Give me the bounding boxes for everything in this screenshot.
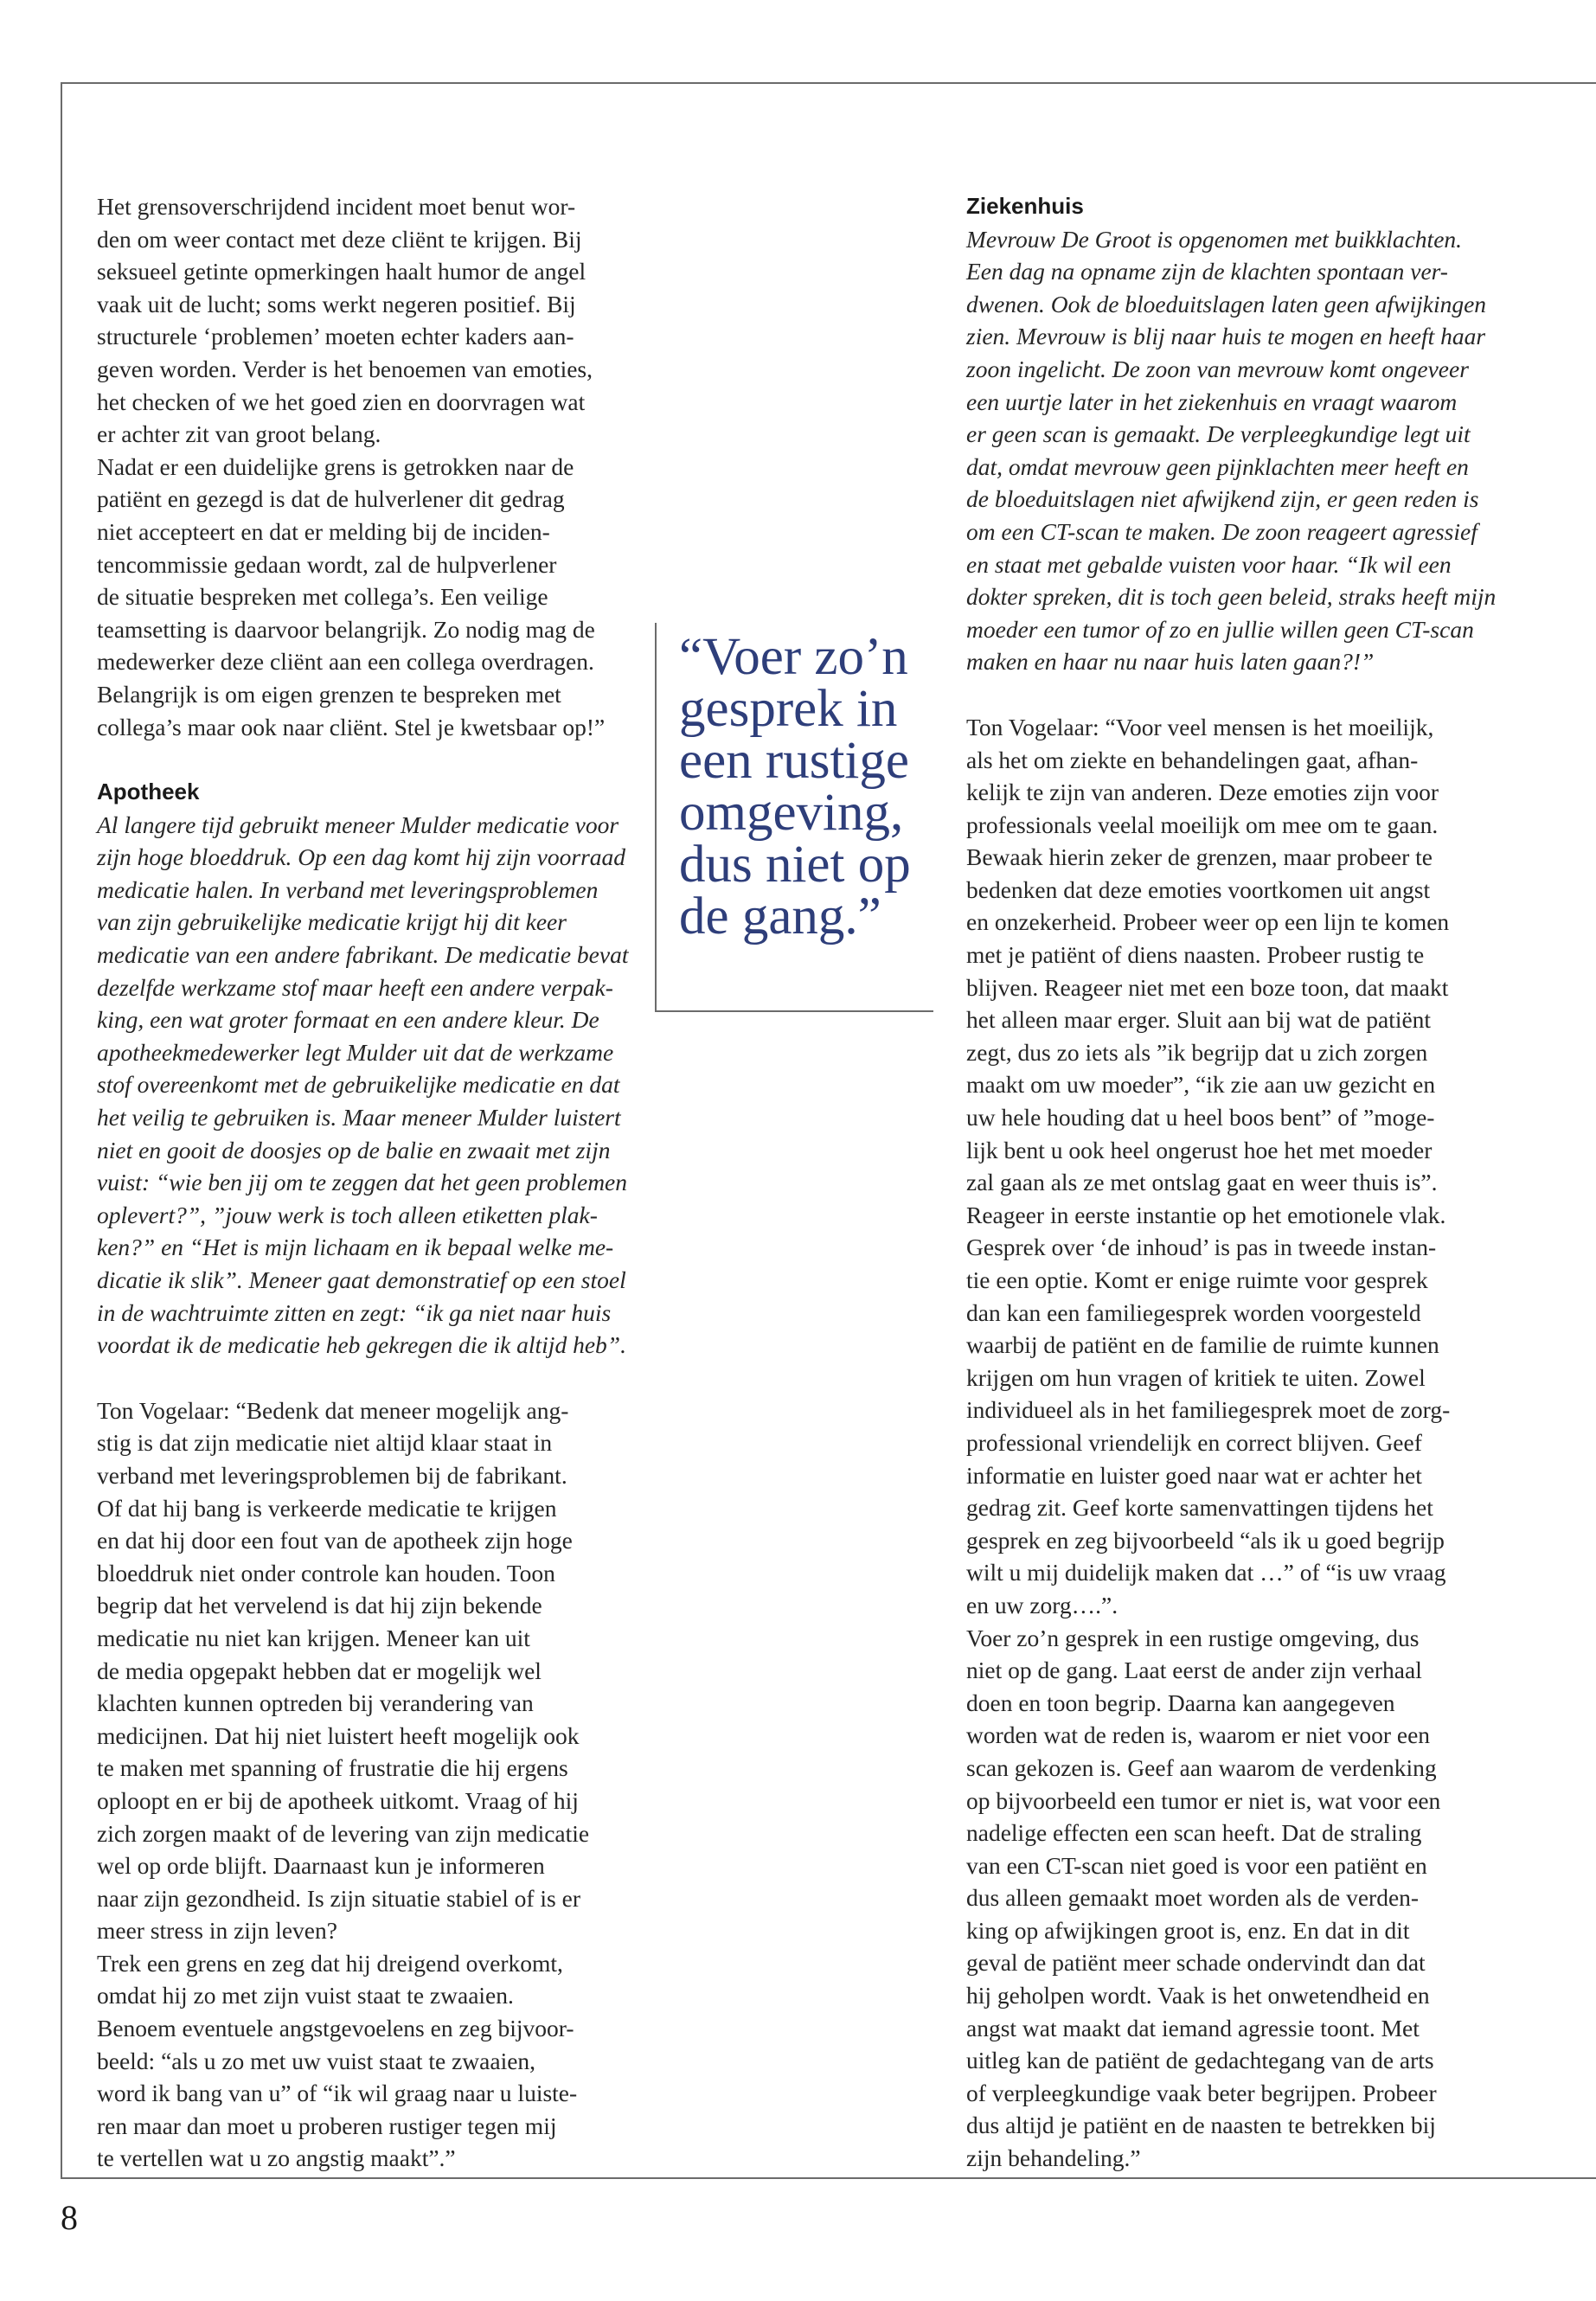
page-number: 8 [61,2198,78,2237]
ziekenhuis-advice-paragraph-1: Ton Vogelaar: “Voor veel mensen is het moeilijk, als het om ziekte en behandelingen gaat, afhan- kelijk te zijn van anderen. Deze emoties zijn voor professionals veelal moeilijk om mee om te gaan. Bewaak hierin zeker de grenzen, maar probeer te bedenken dat deze emoties voortkomen uit angst en onzekerheid. Probeer weer op een lijn te komen met je patiënt of diens naasten. Probeer rustig te blijven. Reageer niet met een boze toon, dat maakt het alleen maar erger. Sluit aan bij wat de patiënt zegt, dus zo iets als ”ik begrijp dat u zich zorgen maakt om uw moeder”, “ik zie aan uw gezicht en uw hele houding dat u heel boos bent” of ”moge- lijk bent u ook heel ongerust hoe het met moeder zal gaan als ze met ontslag gaat en weer thuis is”. Reageer in eerste instantie op het emotionele vlak. Gesprek over ‘de inhoud’ is pas in tweede instan- tie een optie. Komt er enige ruimte voor gesprek dan kan een familiegesprek worden voorgesteld waarbij de patiënt en de familie de ruimte kunnen krijgen om hun vragen of kritiek te uiten. Zowel individueel als in het familiegesprek moet de zorg- professional vriendelijk en correct blijven. Geef informatie en luister goed naar wat er achter het gedrag zit. Geef korte samenvattingen tijdens het gesprek en zeg bijvoorbeeld “als ik u goed begrijp wilt u mij duidelijk maken dat …” of “is uw vraag en uw zorg….”. [966,713,1451,1618]
section-gap [97,1362,633,1394]
frame-left-rule [61,82,62,2177]
frame-top-rule [61,82,1596,84]
apotheek-advice-paragraph-1: Ton Vogelaar: “Bedenk dat meneer mogelijk ang- stig is dat zijn medicatie niet altijd klaar staat in verband met leveringsproblemen bij de fabrikant. Of dat hij bang is verkeerde medicatie te krijgen en dat hij door een fout van de apotheek zijn hoge bloeddruk niet onder controle kan houden. Toon begrip dat het vervelend is dat hij zijn bekende medicatie nu niet kan krijgen. Meneer kan uit de media opgepakt hebben dat er mogelijk wel klachten kunnen optreden bij verandering van medicijnen. Dat hij niet luistert heeft mogelijk ook te maken met spanning of frustratie die hij ergens oploopt en er bij de apotheek uitkomt. Vraag of hij zich zorgen maakt of de levering van zijn medicatie wel op orde blijft. Daarnaast kun je informeren naar zijn gezondheid. Is zijn situatie stabiel of is er meer stress in zijn leven? [97,1396,590,1945]
apotheek-advice-paragraph-2: Trek een grens en zeg dat hij dreigend overkomt, omdat hij zo met zijn vuist staat te zwaaien. Benoem eventuele angstgevoelens en zeg bijvoor- beeld: “als u zo met uw vuist staat te zwaaien, word ik bang van u” of “ik wil graag naar u luiste- ren maar dan moet u proberen rustiger tegen mij te vertellen wat u zo angstig maakt”.” [97,1949,578,2172]
intro-paragraph-1: Het grensoverschrijdend incident moet benut wor- den om weer contact met deze cliënt te krijgen. Bij seksueel getinte opmerkingen haalt humor de angel vaak uit de lucht; soms werkt negeren positief. Bij structurele ‘problemen’ moeten echter kaders aan- geven worden. Verder is het benoemen van emoties, het checken of we het goed zien en doorvragen wat er achter zit van groot belang. [97,193,593,448]
ziekenhuis-advice-paragraph-2: Voer zo’n gesprek in een rustige omgeving, dus niet op de gang. Laat eerst de ander zijn verhaal doen en toon begrip. Daarna kan aangegeven worden wat de reden is, waarom er niet voor een scan gekozen is. Geef aan waarom de verdenking op bijvoorbeeld een tumor er niet is, wat voor een nadelige effecten een scan heeft. Dat de straling van een CT-scan niet goed is voor een patiënt en dus alleen gemaakt moet worden als de verden- king op afwijkingen groot is, enz. En dat in dit geval de patiënt meer schade ondervindt dan dat hij geholpen wordt. Vaak is het onwetendheid en angst wat maakt dat iemand agressie toont. Met uitleg kan de patiënt de gedachtegang van de arts of verpleegkundige vaak beter begrijpen. Probeer dus altijd je patiënt en de naasten te betrekken bij zijn behandeling.” [966,1624,1441,2172]
apotheek-case-text: Al langere tijd gebruikt meneer Mulder medicatie voor zijn hoge bloeddruk. Op een dag komt hij zijn voorraad medicatie halen. In verband met leveringsproblemen van zijn gebruikelijke medicatie krijgt hij dit keer medicatie van een andere fabrikant. De medicatie bevat dezelfde werkzame stof maar heeft een andere verpak- king, een wat groter formaat en een andere kleur. De apotheekmedewerker legt Mulder uit dat de werkzame stof overeenkomt met de gebruikelijke medicatie en dat het veilig te gebruiken is. Maar meneer Mulder luistert niet en gooit de doosjes op de balie en zwaait met zijn vuist: “wie ben jij om te zeggen dat het geen problemen oplevert?”, ”jouw werk is toch alleen etiketten plak- ken?” en “Het is mijn lichaam en ik bepaal welke me- dicatie ik slik”. Meneer gaat demonstratief op een stoel in de wachtruimte zitten en zegt: “ik ga niet naar huis voordat ik de medicatie heb gekregen die ik altijd heb”. [97,811,629,1359]
ziekenhuis-case-text: Mevrouw De Groot is opgenomen met buikklachten. Een dag na opname zijn de klachten spontaan ver- dwenen. Ook de bloeduitslagen laten geen afwijkingen zien. Mevrouw is blij naar huis te mogen en heeft haar zoon ingelicht. De zoon van mevrouw komt ongeveer een uurtje later in het ziekenhuis en vraagt waarom er geen scan is gemaakt. De verpleegkundige legt uit dat, omdat mevrouw geen pijnklachten meer heeft en de bloeduitslagen niet afwijkend zijn, er geen reden is om een CT-scan te maken. De zoon reageert agressief en staat met gebalde vuisten voor haar. “Ik wil een dokter spreken, dit is toch geen beleid, straks heeft mijn moeder een tumor of zo en jullie willen geen CT-scan maken en haar nu naar huis laten gaan?!” [966,225,1497,676]
intro-paragraph-2: Nadat er een duidelijke grens is getrokken naar de patiënt en gezegd is dat de hulverlener dit gedrag niet accepteert en dat er melding bij de inciden- tencommissie gedaan wordt, zal de hulpverlener de situatie bespreken met collega’s. Een veilige teamsetting is daarvoor belangrijk. Zo nodig mag de medewerker deze cliënt aan een collega overdragen. Belangrijk is om eigen grenzen te bespreken met collega’s maar ook naar cliënt. Stel je kwetsbaar op!” [97,452,606,740]
frame-bottom-rule [61,2177,1596,2179]
pull-quote: “Voer zo’n gesprek in een rustige omgeving, dus niet op de gang.” [679,628,911,945]
left-column [97,190,633,2175]
section-gap [97,743,633,776]
ziekenhuis-heading: Ziekenhuis [966,193,1084,219]
apotheek-heading: Apotheek [97,779,200,805]
right-column [966,190,1503,2175]
section-gap [966,678,1503,711]
